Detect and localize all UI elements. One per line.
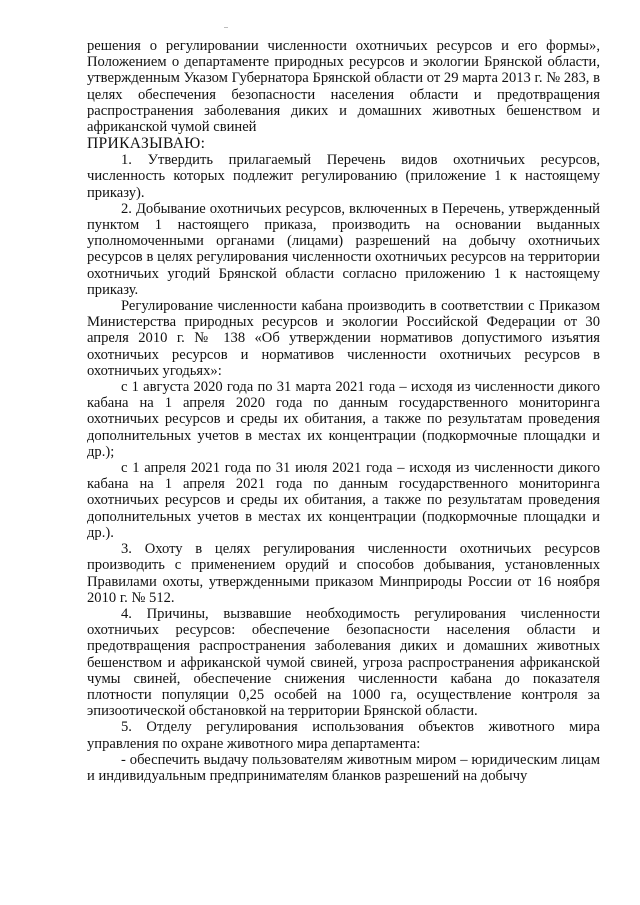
paragraph-period-2021: с 1 апреля 2021 года по 31 июля 2021 года – исходя из численности дикого кабана на 1 апреля 2021 года по данным государственного мониторинга охотничьих ресурсов и среды их обитания, а также по результатам проведения дополнительных учетов в местах их концентрации (подкормочные площадки и др.).: [87, 460, 600, 541]
paragraph-item-5-sub: - обеспечить выдачу пользователям животным миром – юридическим лицам и индивидуальным предпринимателям бланков разрешений на добычу: [87, 751, 600, 784]
paragraph-item-5: 5. Отделу регулирования использования объектов животного мира управления по охране животного мира департамента:: [87, 719, 600, 752]
scan-mark: [224, 27, 228, 28]
paragraph-period-2020: с 1 августа 2020 года по 31 марта 2021 года – исходя из численности дикого кабана на 1 апреля 2020 года по данным государственного мониторинга охотничьих ресурсов и среды их обитания, а также по результатам проведения дополнительных учетов в местах их концентрации (подкормочные площадки и др.);: [87, 379, 600, 460]
paragraph-boar-regulation: Регулирование численности кабана производить в соответствии с Приказом Министерства природных ресурсов и экологии Российской Федерации от 30 апреля 2010 г. № 138 «Об утверждении нормативов допустимого изъятия охотничьих ресурсов и нормативов численности охотничьих ресурсов в охотничьих угодьях»:: [87, 298, 600, 379]
paragraph-item-4: 4. Причины, вызвавшие необходимость регулирования численности охотничьих ресурсов: обеспечение безопасности населения области и предотвращения распространения заболевания диких и домашних животных бешенством и африканской чумой свиней, угроза распространения африканской чумы свиней, обеспечение снижения численности кабана до показателя плотности популяции 0,25 особей на 1000 га, осуществление контроля за эпизоотической обстановкой на территории Брянской области.: [87, 605, 600, 720]
order-heading: ПРИКАЗЫВАЮ:: [87, 135, 206, 153]
paragraph-item-3: 3. Охоту в целях регулирования численности охотничьих ресурсов производить с применением орудий и способов добывания, установленных Правилами охоты, утвержденными приказом Минприроды России от 16 ноября 2010 г. № 512.: [87, 541, 600, 606]
document-body: [87, 38, 600, 784]
paragraph-item-2: 2. Добывание охотничьих ресурсов, включенных в Перечень, утвержденный пунктом 1 настоящего приказа, производить на основании выданных уполномоченными органами (лицами) разрешений на добычу охотничьих ресурсов в целях регулирования численности охотничьих ресурсов на территории охотничьих угодий Брянской области согласно приложению 1 к настоящему приказу.: [87, 200, 600, 298]
paragraph-preamble: решения о регулировании численности охотничьих ресурсов и его формы», Положением о департаменте природных ресурсов и экологии Брянской области, утвержденным Указом Губернатора Брянской области от 29 марта 2013 г. № 283, в целях обеспечения безопасности населения области и предотвращения распространения заболевания диких и домашних животных бешенством и африканской чумой свиней: [87, 38, 600, 136]
paragraph-item-1: 1. Утвердить прилагаемый Перечень видов охотничьих ресурсов, численность которых подлежит регулированию (приложение 1 к настоящему приказу).: [87, 152, 600, 201]
